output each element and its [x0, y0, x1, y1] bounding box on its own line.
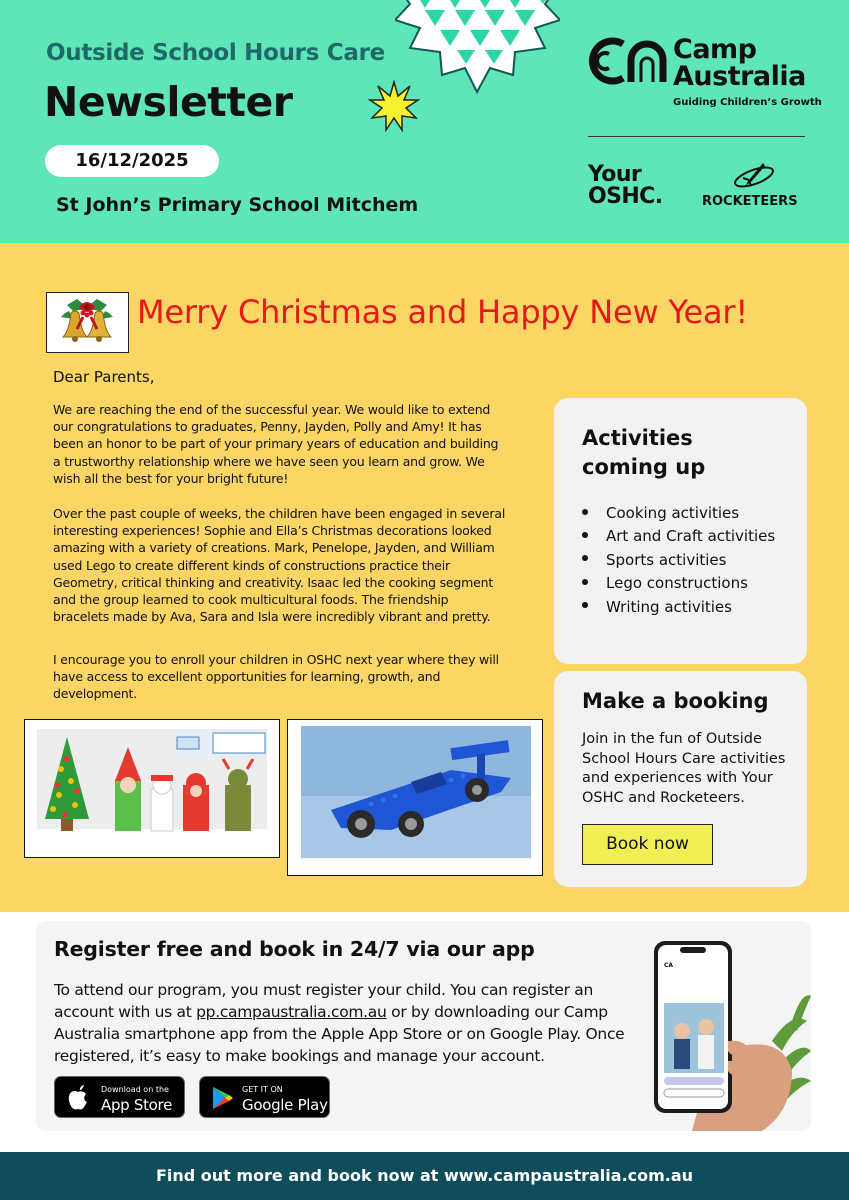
lego-car-photo	[301, 726, 531, 858]
google-play-small-label: GET IT ON	[242, 1085, 283, 1094]
your-oshc-line2: OSHC.	[588, 184, 663, 209]
lego-car-photo-frame	[287, 719, 543, 876]
newsletter-body	[0, 243, 849, 912]
app-text-end: or by downloading our Camp Australia smartphone app from the Apple App Store or on Google Play. Once registered, it’s easy to make bookings and manage your account.	[54, 1003, 625, 1065]
yellow-burst-icon	[368, 80, 420, 132]
header-divider	[588, 136, 805, 137]
brand-tagline: Guiding Children’s Growth	[673, 97, 822, 108]
google-play-label: Google Play	[242, 1096, 328, 1114]
brand-name	[673, 36, 806, 90]
bullet-icon	[582, 509, 588, 515]
activity-label: Cooking activities	[606, 504, 740, 522]
app-promo-card	[36, 921, 811, 1131]
newsletter-title: Newsletter	[44, 78, 293, 126]
bullet-icon	[582, 579, 588, 585]
app-text-start: To attend our program, you must register your child. You can register an account with us at	[54, 981, 594, 1021]
activity-label: Lego constructions	[606, 574, 748, 593]
apple-icon	[67, 1085, 89, 1111]
your-oshc-line1: Your	[588, 162, 642, 187]
booking-title: Make a booking	[582, 689, 769, 713]
date-badge: 16/12/2025	[45, 145, 219, 177]
google-play-button[interactable]	[199, 1076, 330, 1118]
paragraph-graduates: We are reaching the end of the successful year. We would like to extend our congratulations to graduates, Penny, Jayden, Polly and Amy! It has been an honor to be part of your primary years of education and building a trustworthy relationship where we have seen you learn and grow. We wish all the best for your bright future!	[53, 402, 499, 486]
activities-title-line1: Activities	[582, 426, 693, 450]
christmas-bells-image	[46, 292, 129, 353]
bullet-icon	[582, 602, 588, 608]
app-store-label: App Store	[101, 1096, 173, 1114]
brand-name-line1: Camp	[673, 34, 757, 65]
booking-text: Join in the fun of Outside School Hours Care activities and experiences with Your OSHC and Rocketeers.	[582, 731, 786, 806]
christmas-crafts-photo-frame	[24, 719, 280, 858]
activities-title	[582, 424, 705, 482]
newsletter-header	[0, 0, 849, 243]
salutation: Dear Parents,	[53, 368, 155, 386]
svg-text:CA: CA	[664, 962, 674, 969]
school-name: St John’s Primary School Mitchem	[56, 194, 419, 216]
newsletter-subtitle: Outside School Hours Care	[46, 40, 385, 66]
greeting-title: Merry Christmas and Happy New Year!	[137, 293, 749, 331]
bullet-icon	[582, 532, 588, 538]
list-item	[582, 502, 775, 525]
christmas-crafts-photo	[37, 729, 267, 849]
list-item	[582, 549, 775, 572]
app-promo-section	[0, 912, 849, 1152]
list-item	[582, 572, 775, 595]
booking-card	[554, 671, 807, 887]
app-store-button[interactable]	[54, 1076, 185, 1118]
your-oshc-logo	[588, 164, 662, 208]
app-store-small-label: Download on the	[101, 1085, 169, 1094]
activity-label: Writing activities	[606, 597, 732, 616]
bullet-icon	[582, 555, 588, 561]
activity-label: Art and Craft activities	[606, 527, 776, 546]
list-item	[582, 596, 775, 619]
phone-in-hand-image	[632, 921, 811, 1131]
activities-title-line2: coming up	[582, 455, 706, 479]
bells-icon	[47, 293, 127, 351]
activities-card	[554, 398, 807, 664]
footer-banner: Find out more and book now at www.campaustralia.com.au	[0, 1152, 849, 1200]
activity-label: Sports activities	[606, 550, 727, 569]
rocket-icon	[731, 160, 777, 192]
brand-name-line2: Australia	[673, 61, 806, 92]
app-description	[54, 979, 629, 1067]
paragraph-enrol: I encourage you to enroll your children in OSHC next year where they will have access to excellent opportunities for learning, growth, and development.	[53, 652, 499, 702]
app-title: Register free and book in 24/7 via our app	[54, 937, 535, 961]
google-play-icon	[212, 1086, 234, 1110]
activities-list	[582, 502, 775, 619]
book-now-button[interactable]: Book now	[582, 824, 713, 865]
list-item	[582, 525, 775, 548]
rocketeers-logo: ROCKETEERS	[702, 194, 798, 209]
paragraph-experiences: Over the past couple of weeks, the children have been engaged in several interesting experiences! Sophie and Ella’s Christmas decorations looked amazing with a variety of creations. Mark, Penelope, Jayden, and William used Lego to create different kinds of constructions practice their Geometry, critical thinking and creativity. Isaac led the cooking segment and the group learned to cook multicultural foods. The friendship bracelets made by Ava, Sara and Isla were incredibly vibrant and pretty.	[53, 506, 506, 625]
camp-australia-logo-icon	[585, 36, 669, 86]
registration-link[interactable]: pp.campaustralia.com.au	[196, 1003, 387, 1021]
